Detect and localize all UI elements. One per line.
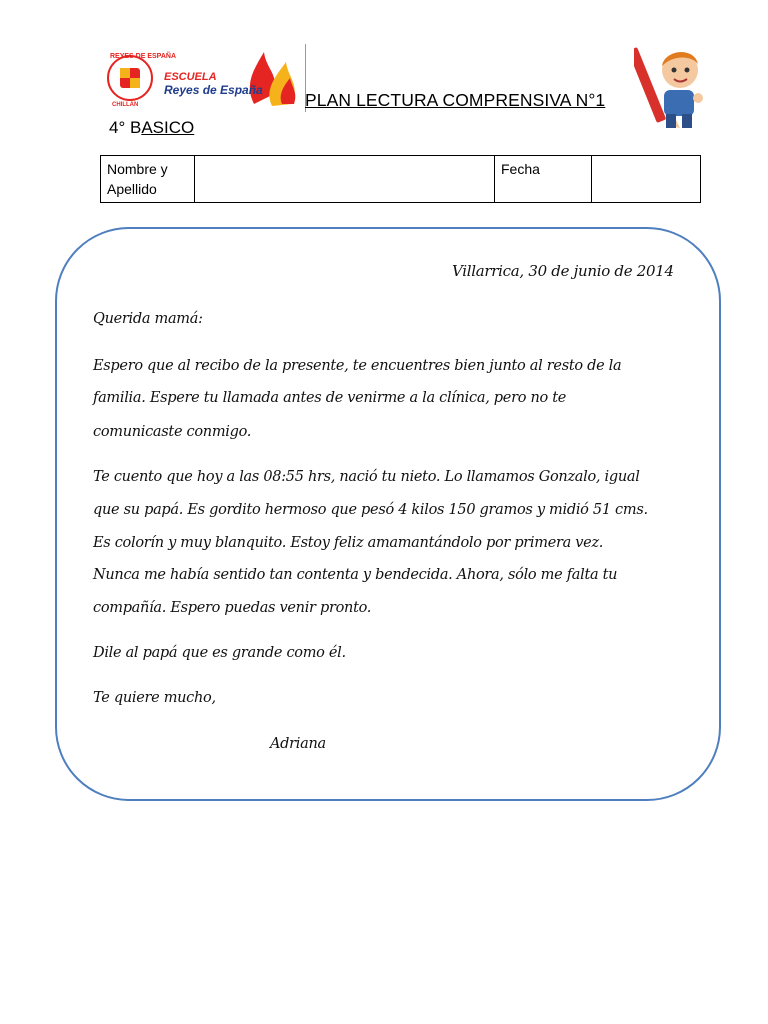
paragraph-line: compañía. Espero puedas venir pronto.	[93, 600, 372, 616]
paragraph-line: Te cuento que hoy a las 08:55 hrs, nació tu nieto. Lo llamamos Gonzalo, igual	[93, 469, 640, 485]
seal-text: REYES DE ESPAÑA	[110, 53, 176, 60]
paragraph-line: comunicaste conmigo.	[93, 424, 252, 440]
name-label: Nombre y Apellido	[101, 156, 195, 203]
logo-school-name: Reyes de España	[164, 83, 263, 97]
boy-with-pencil-icon	[634, 40, 718, 132]
letter-signature: Adriana	[270, 736, 326, 752]
paragraph-line: Es colorín y muy blanquito. Estoy feliz amamantándolo por primera vez.	[93, 535, 604, 551]
grade-underlined: ASICO	[141, 118, 195, 137]
page-title: PLAN LECTURA COMPRENSIVA N°1	[305, 90, 606, 110]
paragraph-line: Espero que al recibo de la presente, te encuentres bien junto al resto de la	[93, 358, 622, 374]
paragraph-line: Nunca me había sentido tan contenta y bendecida. Ahora, sólo me falta tu	[93, 567, 618, 583]
grade-prefix: 4° B	[109, 118, 142, 137]
seal-city-text: CHILLAN	[112, 102, 139, 108]
paragraph-line: Dile al papá que es grande como él.	[93, 645, 346, 661]
grade-label	[109, 118, 194, 138]
date-field[interactable]	[592, 156, 701, 203]
letter-signoff: Te quiere mucho,	[93, 690, 216, 706]
letter-date: Villarrica, 30 de junio de 2014	[452, 262, 674, 280]
date-label: Fecha	[495, 156, 592, 203]
school-logo	[104, 44, 308, 114]
paragraph-line: que su papá. Es gordito hermoso que pesó 4 kilos 150 gramos y midió 51 cms.	[93, 502, 648, 518]
name-field[interactable]	[195, 156, 495, 203]
paragraph-line: familia. Espere tu llamada antes de venirme a la clínica, pero no te	[93, 390, 567, 406]
student-info-table	[100, 155, 701, 203]
logo-school-word: ESCUELA	[164, 71, 217, 83]
letter-greeting: Querida mamá:	[93, 311, 203, 327]
